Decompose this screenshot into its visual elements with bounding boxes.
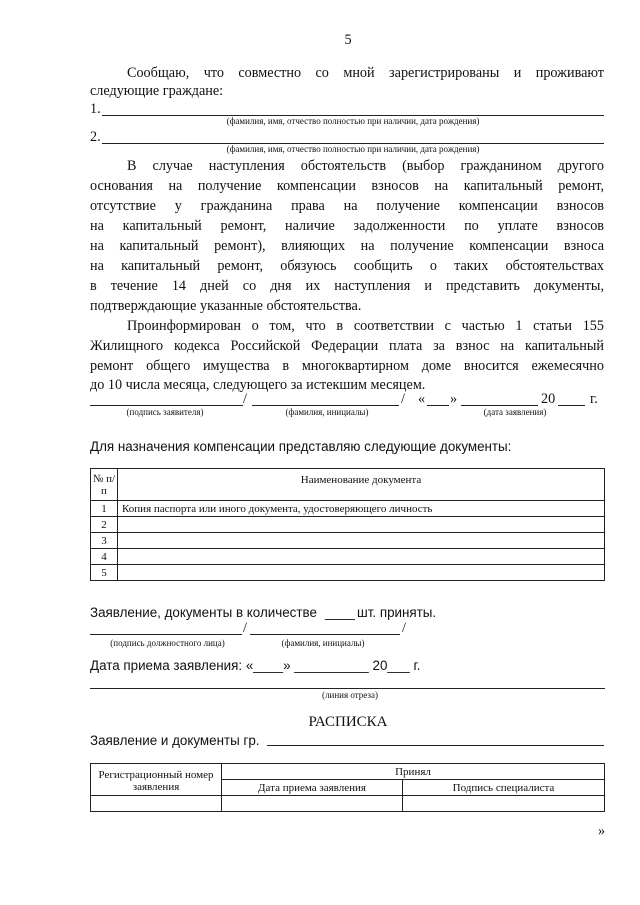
table-header-row [91,469,605,501]
caption-official-name: (фамилия, инициалы) [281,638,365,648]
document-name-cell[interactable]: Копия паспорта или иного документа, удостоверяющего личность [118,501,605,517]
documents-table [90,468,605,581]
intro-line-1: Сообщаю, что совместно со мной зарегистрированы и проживают [127,65,604,81]
receipt-table [90,763,605,812]
receipt-date-label [90,656,420,675]
caption-name: (фамилия, инициалы) [285,407,369,417]
table-row [91,517,605,533]
informed-line: ремонт общего имущества в многоквартирном доме вносится ежемесячно [90,358,604,374]
table-row [91,796,605,812]
row-number: 4 [91,549,118,565]
person-2-number: 2. [90,129,101,145]
receipt-year-blank[interactable]: ___ [387,658,410,673]
receipt-docs-from-label: Заявление и документы гр. [90,733,260,748]
row-number: 2 [91,517,118,533]
date-year-blank[interactable] [558,405,585,406]
receipt-date-cell[interactable] [222,796,403,812]
date-year-prefix: 20 [541,391,556,407]
person-2-caption: (фамилия, имя, отчество полностью при наличии, дата рождения) [226,144,480,154]
caption-date: (дата заявления) [483,407,547,417]
receipt-citizen-name-line[interactable] [267,745,604,746]
obligation-line: основания на получение компенсации взносов на капитальный ремонт, [90,178,604,194]
receipt-month-blank[interactable]: __________ [294,658,369,673]
closing-quote: » [598,823,606,839]
informed-line: Проинформирован о том, что в соответствии с частью 1 статьи 155 [127,318,604,334]
applicant-signature-line[interactable] [90,405,243,406]
documents-heading: Для назначения компенсации представляю следующие документы: [90,439,512,454]
official-signature-line[interactable] [90,634,242,635]
date-close-quote: » [450,391,458,407]
table-row [91,565,605,581]
date-year-suffix: г. [590,391,598,407]
obligation-line: в течение 14 дней со дня их наступления и представить документы, [90,278,604,294]
accepted-suffix: шт. приняты. [357,605,437,620]
obligation-line: на капитальный ремонт, наличие задолженности по уплате взносов [90,218,604,234]
document-name-cell[interactable] [118,517,605,533]
separator-slash: / [402,620,406,636]
separator-slash: / [401,391,405,407]
separator-slash: / [243,391,247,407]
column-header-number: № п/п [91,469,118,501]
accepted-prefix: Заявление, документы в количестве [90,605,317,620]
row-number: 1 [91,501,118,517]
receipt-date-prefix: Дата приема заявления: « [90,658,254,673]
document-name-cell[interactable] [118,565,605,581]
person-1-number: 1. [90,101,101,117]
obligation-line: на капитальный ремонт, обязуюсь сообщить о таких обстоятельствах [90,258,604,274]
column-header-name: Наименование документа [118,469,605,501]
cut-line-caption: (линия отреза) [322,690,378,700]
page-number: 5 [344,32,352,48]
column-header-registration-number: Регистрационный номер заявления [91,764,222,796]
intro-line-2: следующие граждане: [90,83,224,99]
caption-official-signature: (подпись должностного лица) [110,638,225,648]
receipt-year-prefix: 20 [372,658,388,673]
row-number: 5 [91,565,118,581]
document-name-cell[interactable] [118,549,605,565]
obligation-line: на капитальный ремонт), влияющих на получение компенсации взноса [90,238,604,254]
document-name-cell[interactable] [118,533,605,549]
column-header-receipt-date: Дата приема заявления [222,780,403,796]
accepted-count-blank[interactable]: ____ [325,605,355,620]
person-1-caption: (фамилия, имя, отчество полностью при наличии, дата рождения) [226,116,480,126]
informed-line: до 10 числа месяца, следующего за истекшим месяцем. [90,377,426,393]
row-number: 3 [91,533,118,549]
applicant-name-line[interactable] [252,405,399,406]
obligation-line: В случае наступления обстоятельств (выбор гражданином другого [127,158,604,174]
obligation-line: отсутствие у гражданина права на получение компенсации взносов [90,198,604,214]
informed-line: Жилищного кодекса Российской Федерации плата за взнос на капитальный [90,338,604,354]
separator-slash: / [243,620,247,636]
receipt-year-suffix: г. [413,658,421,673]
date-open-quote: « [418,391,426,407]
official-name-line[interactable] [250,634,400,635]
obligation-line: подтверждающие указанные обстоятельства. [90,298,362,314]
table-row [91,501,605,517]
table-row [91,533,605,549]
receipt-title: РАСПИСКА [308,714,388,730]
column-header-specialist-signature: Подпись специалиста [403,780,605,796]
receipt-day-blank[interactable]: ____ [253,658,284,673]
cut-line [90,688,605,689]
registration-number-cell[interactable] [91,796,222,812]
column-header-accepted: Принял [222,764,605,780]
table-row [91,549,605,565]
date-month-blank[interactable] [461,405,538,406]
caption-signature: (подпись заявителя) [126,407,204,417]
specialist-signature-cell[interactable] [403,796,605,812]
date-day-blank[interactable] [427,405,449,406]
receipt-date-close: » [283,658,291,673]
